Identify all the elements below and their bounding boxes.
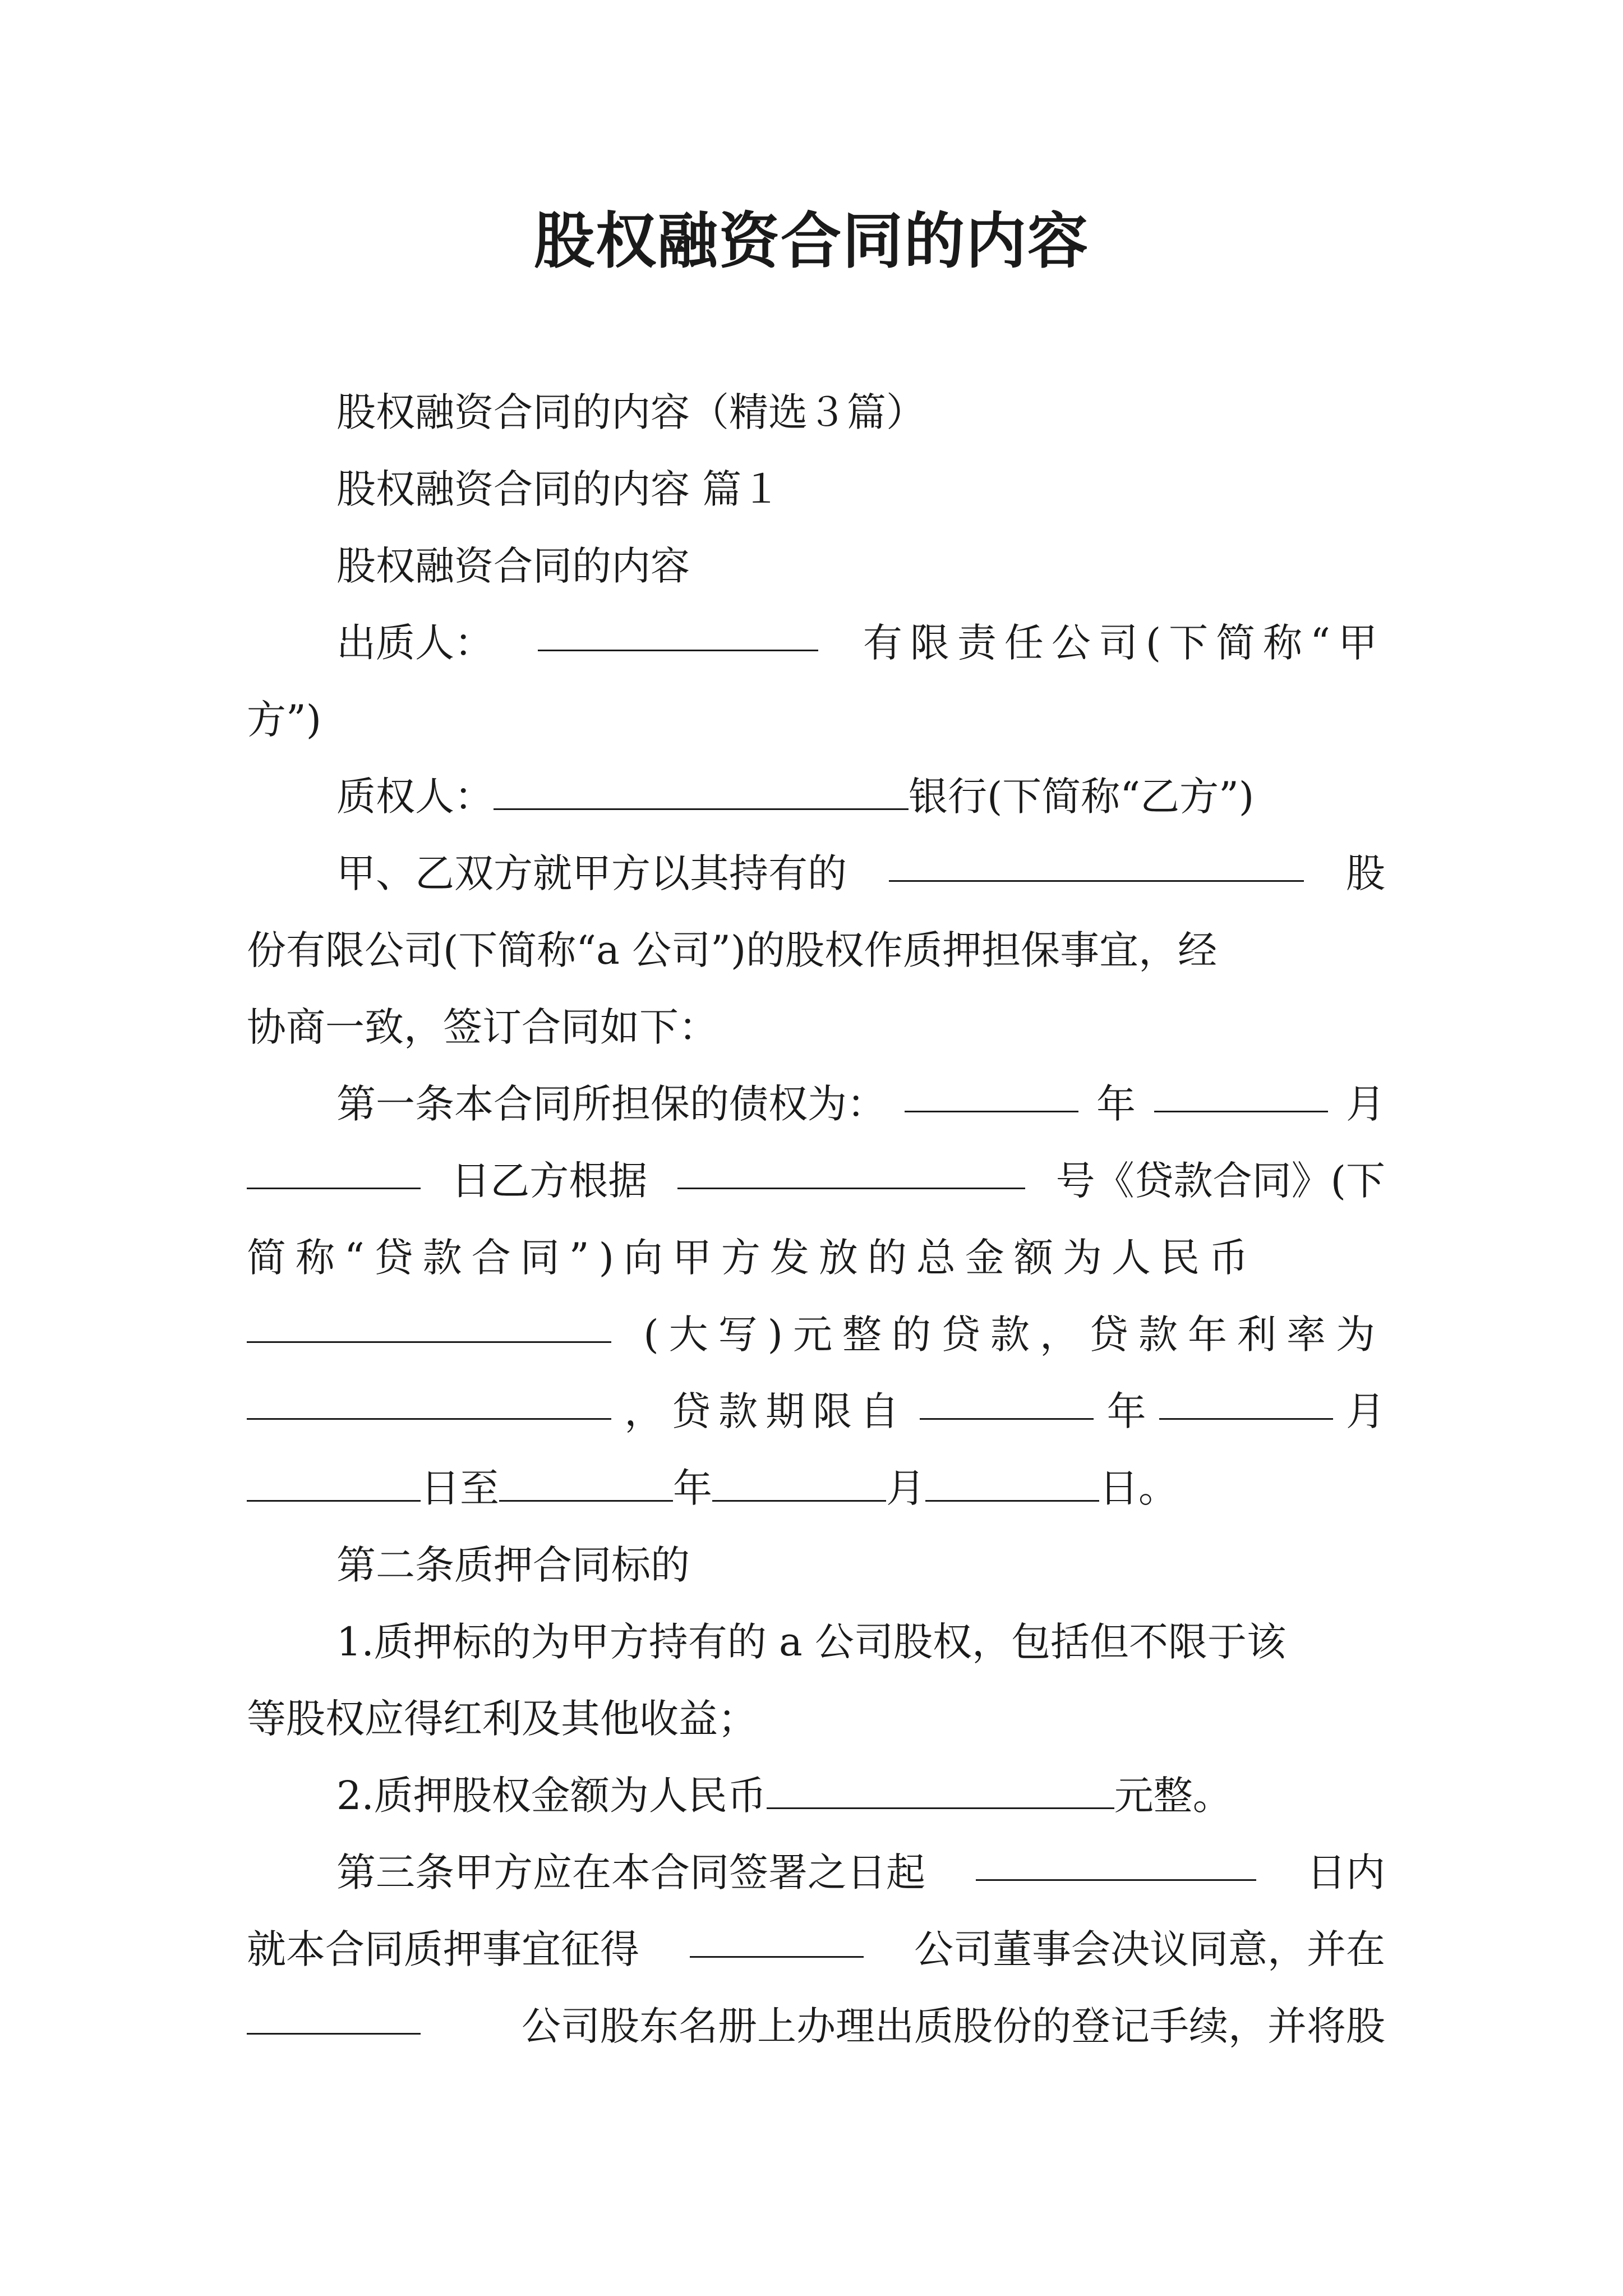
end-month-blank [712, 1465, 886, 1502]
article-1-l6-end: 日。 [1099, 1465, 1178, 1511]
intro-text-a: 甲、乙双方就甲方以其持有的 [336, 850, 847, 896]
end-day-blank [925, 1465, 1099, 1502]
article-2-item-2-text-b: 元整。 [1114, 1773, 1232, 1819]
article-2-item-2-text-a: 2.质押股权金额为人民币 [336, 1773, 767, 1819]
article-1-l4-text: (大写)元整的贷款，贷款年利率为 [643, 1312, 1385, 1358]
year-word: 年 [1096, 1081, 1136, 1127]
pledgor-line [336, 615, 1385, 671]
pledgor-line-cont: 方”) [247, 697, 322, 743]
start-day-blank [247, 1465, 421, 1502]
pledgor-suffix: 有限责任公司(下简称“甲 [863, 620, 1385, 666]
article-3-text-a: 第三条甲方应在本合同签署之日起 [336, 1849, 925, 1895]
article-1-line-5 [247, 1383, 1385, 1439]
intro-line-2: 份有限公司(下简称“a 公司”)的股权作质押担保事宜，经 [247, 927, 1218, 973]
article-3-text-b: 日内 [1307, 1849, 1385, 1895]
pledge-amount-blank [767, 1773, 1114, 1809]
paragraph-contract-heading: 股权融资合同的内容 [336, 543, 690, 589]
company-register-blank [247, 1998, 421, 2035]
company-blank [889, 845, 1304, 882]
article-3-line-2 [247, 1921, 1385, 1977]
article-3-l2-text-a: 就本合同质押事宜征得 [247, 1926, 639, 1972]
article-1-line-1 [336, 1076, 1385, 1132]
start-year-blank [920, 1383, 1094, 1420]
article-3-line-1 [336, 1844, 1385, 1901]
article-3-l2-text-b: 公司董事会决议同意，并在 [914, 1926, 1385, 1972]
month-word: 月 [886, 1465, 925, 1511]
day-blank [247, 1153, 421, 1189]
pledgor-label: 出质人： [336, 620, 494, 666]
article-1-l6-text: 日至 [421, 1465, 499, 1511]
amount-capital-blank [247, 1306, 611, 1343]
year-blank [905, 1076, 1078, 1112]
article-1-line-4 [247, 1306, 1385, 1363]
article-2-item-1-line-1: 1.质押标的为甲方持有的 a 公司股权，包括但不限于该 [336, 1619, 1287, 1665]
year-word: 年 [1106, 1388, 1146, 1434]
pledgee-label: 质权人： [336, 774, 494, 820]
article-2-item-2 [336, 1768, 1385, 1824]
article-2-heading: 第二条质押合同标的 [336, 1542, 690, 1588]
document-title: 股权融资合同的内容 [533, 206, 1089, 277]
pledgee-name-blank [494, 774, 909, 810]
end-year-blank [499, 1465, 673, 1502]
article-1-line-2 [247, 1153, 1385, 1209]
loan-contract-no-blank [677, 1153, 1025, 1189]
intro-line-3: 协商一致，签订合同如下： [247, 1004, 718, 1050]
month-word: 月 [1346, 1081, 1385, 1127]
intro-text-b: 股 [1346, 850, 1385, 896]
article-1-l5-text: ，贷款期限自 [624, 1388, 907, 1434]
start-month-blank [1159, 1383, 1333, 1420]
article-3-l3-text: 公司股东名册上办理出质股份的登记手续，并将股 [522, 2003, 1385, 2049]
paragraph-part-heading: 股权融资合同的内容 篇１ [336, 466, 781, 512]
article-3-line-3 [247, 1998, 1385, 2054]
article-2-item-1-line-2: 等股权应得红利及其他收益； [247, 1696, 757, 1742]
pledgor-name-blank [538, 615, 818, 651]
company-board-blank [690, 1921, 864, 1958]
month-blank [1154, 1076, 1328, 1112]
article-1-line-6 [247, 1460, 1385, 1516]
article-1-line-3: 简称“贷款合同”)向甲方发放的总金额为人民币 [247, 1235, 1258, 1281]
year-word: 年 [673, 1465, 712, 1511]
article-1-text: 第一条本合同所担保的债权为： [336, 1081, 886, 1127]
interest-rate-blank [247, 1383, 611, 1420]
days-blank [976, 1844, 1256, 1881]
month-word: 月 [1345, 1388, 1385, 1434]
article-1-l2-text-a: 日乙方根据 [451, 1158, 648, 1204]
pledgee-line [336, 769, 1385, 825]
article-1-l2-text-b: 号《贷款合同》(下 [1055, 1158, 1385, 1204]
pledgee-suffix: 银行(下简称“乙方”) [909, 774, 1255, 820]
paragraph-selection: 股权融资合同的内容（精选３篇） [336, 389, 925, 435]
intro-line-1 [336, 845, 1385, 901]
